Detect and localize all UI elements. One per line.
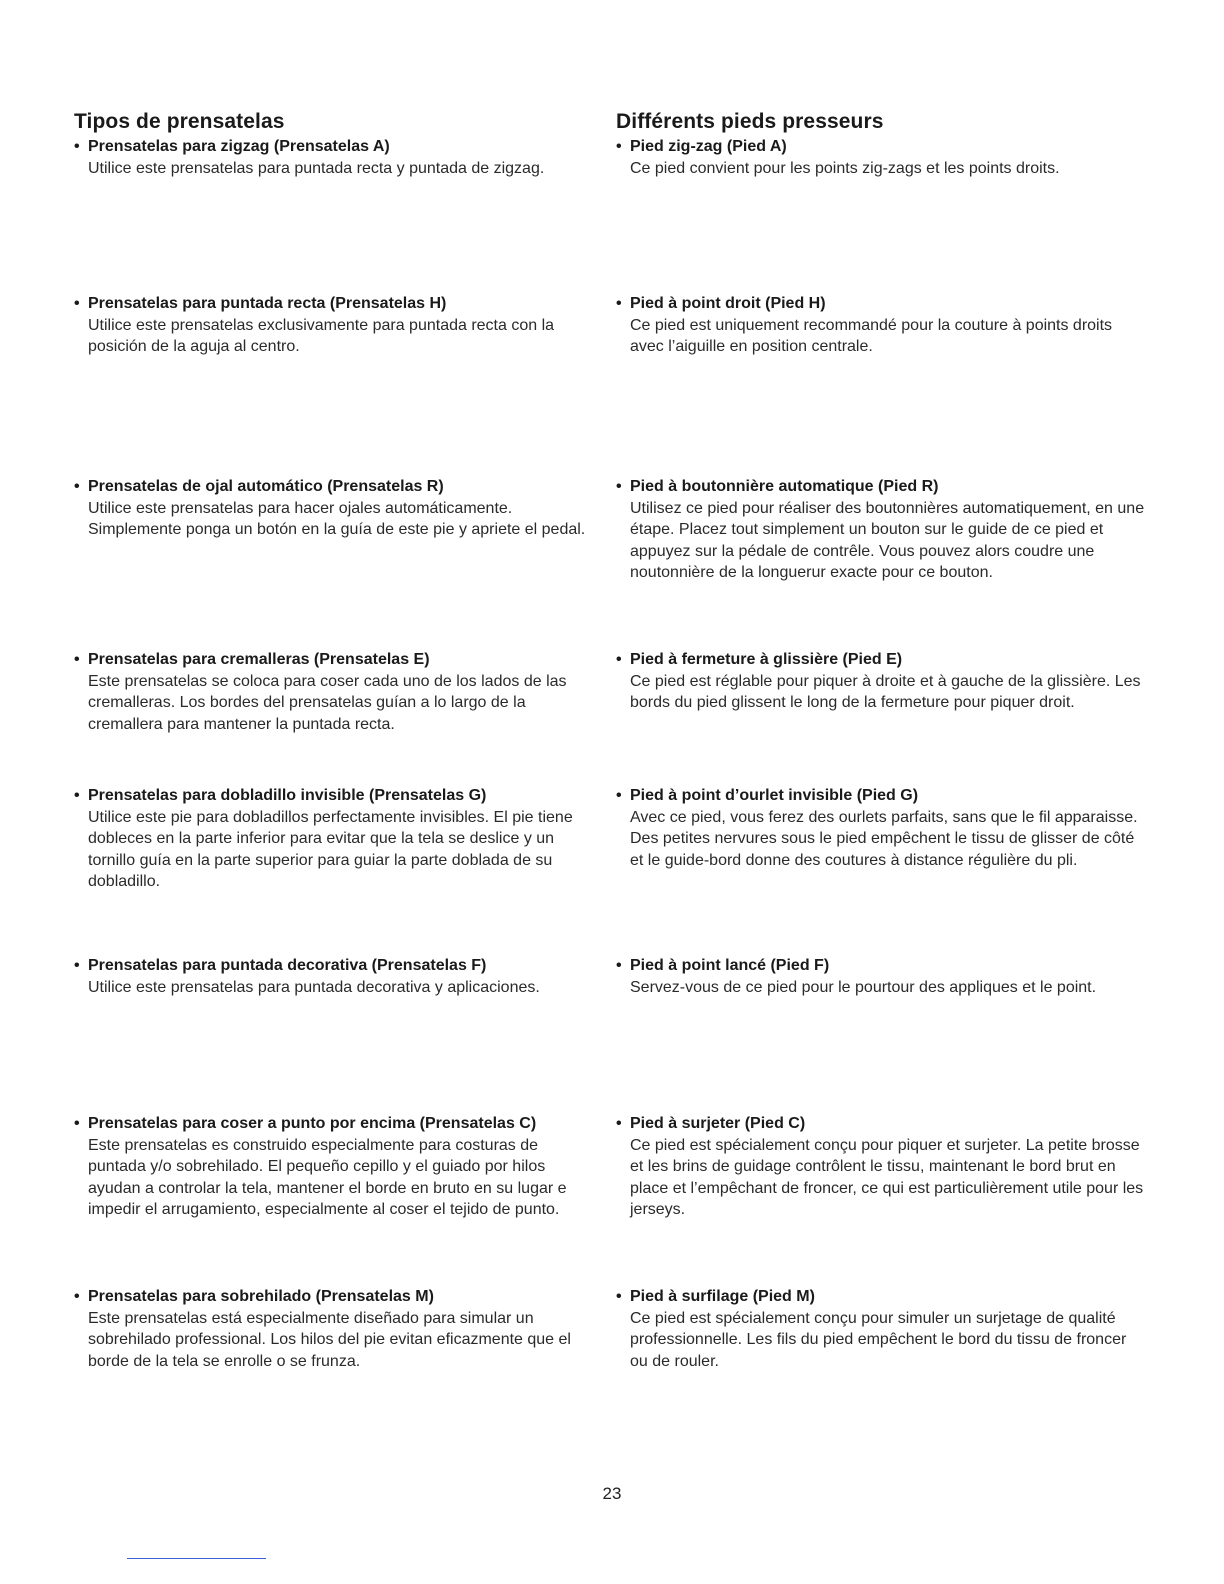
item-body: Ce pied convient pour les points zig-zags et les points droits. [630,159,1060,177]
french-item-blind-hem-foot [616,785,1146,871]
bullet: • [616,1288,622,1305]
bullet: • [74,787,80,804]
item-title: • Prensatelas para cremalleras (Prensatelas E) [74,649,594,671]
item-body: Ce pied est spécialement conçu pour simuler un surjetage de qualité professionnelle. Les fils du pied empêchent le bord du tissu de froncer ou de rouler. [630,1309,1127,1370]
french-item-overcasting-foot [616,1113,1146,1221]
spanish-heading: Tipos de prensatelas [74,110,285,133]
bullet: • [616,787,622,804]
french-item-satin-stitch-foot [616,955,1146,998]
item-body: Avec ce pied, vous ferez des ourlets parfaits, sans que le fil apparaisse. Des petites nervures sous le pied empêchent le tissu de glisser de côté et le guide-bord donne des coutures à distance régulière du pli. [630,808,1138,869]
item-body: Utilice este prensatelas para puntada recta y puntada de zigzag. [88,159,545,177]
bullet: • [74,138,80,155]
item-body: Utilice este prensatelas exclusivamente para puntada recta con la posición de la aguja al centro. [88,316,555,355]
item-body: Utilice este pie para dobladillos perfectamente invisibles. El pie tiene dobleces en la parte inferior para evitar que la tela se deslice y un tornillo guía en la parte superior para guiar la parte doblada de su dobladillo. [88,808,573,890]
french-heading: Différents pieds presseurs [616,110,884,133]
bullet: • [616,957,622,974]
spanish-item-satin-stitch-foot [74,955,594,998]
item-title: • Pied à point droit (Pied H) [616,293,1146,315]
item-title: • Pied à surjeter (Pied C) [616,1113,1146,1135]
item-title: • Pied à boutonnière automatique (Pied R) [616,476,1146,498]
item-body: Este prensatelas es construido especialmente para costuras de puntada y/o sobrehilado. El pequeño cepillo y el guiado por hilos ayudan a controlar la tela, mantener el borde en bruto en su lugar e impedir el arrugamiento, especialmente al coser el tejido de punto. [88,1136,567,1218]
bullet: • [616,138,622,155]
bullet: • [74,295,80,312]
item-title: • Prensatelas para puntada decorativa (Prensatelas F) [74,955,594,977]
item-title: • Pied zig-zag (Pied A) [616,136,1146,158]
item-title: • Pied à fermeture à glissière (Pied E) [616,649,1146,671]
bullet: • [74,651,80,668]
french-item-buttonhole-foot [616,476,1146,584]
item-title: • Pied à point lancé (Pied F) [616,955,1146,977]
item-body: Ce pied est spécialement conçu pour piquer et surjeter. La petite brosse et les brins de guidage contrôlent le tissu, maintenant le bord brut en place et l’empêchant de froncer, ce qui est particulièrement utile pour les jerseys. [630,1136,1144,1218]
item-body: Este prensatelas está especialmente diseñado para simular un sobrehilado professional. Los hilos del pie evitan eficazmente que el borde de la tela se enrolle o se frunza. [88,1309,571,1370]
spanish-item-straight-stitch-foot [74,293,594,358]
spanish-item-zigzag-foot [74,136,594,179]
bullet: • [616,295,622,312]
page-number: 23 [602,1484,622,1503]
spanish-item-buttonhole-foot [74,476,594,541]
spanish-item-zipper-foot [74,649,594,735]
bullet: • [74,1115,80,1132]
footer-rule [127,1558,266,1559]
french-item-zigzag-foot [616,136,1146,179]
item-title: • Prensatelas para puntada recta (Prensatelas H) [74,293,594,315]
item-title: • Prensatelas para sobrehilado (Prensatelas M) [74,1286,594,1308]
item-title: • Prensatelas de ojal automático (Prensatelas R) [74,476,594,498]
item-title: • Prensatelas para dobladillo invisible (Prensatelas G) [74,785,594,807]
spanish-item-blind-hem-foot [74,785,594,893]
item-body: Utilisez ce pied pour réaliser des boutonnières automatiquement, en une étape. Placez tout simplement un bouton sur le guide de ce pied et appuyez sur la pédale de contrêle. Vous pouvez alors coudre une noutonnière de la longuerur exacte pour ce bouton. [630,499,1145,581]
french-item-overedge-foot [616,1286,1146,1372]
item-title: • Pied à surfilage (Pied M) [616,1286,1146,1308]
bullet: • [616,478,622,495]
bullet: • [74,478,80,495]
item-body: Este prensatelas se coloca para coser cada uno de los lados de las cremalleras. Los bordes del prensatelas guían a lo largo de la cremallera para mantener la puntada recta. [88,672,567,733]
item-body: Ce pied est réglable pour piquer à droite et à gauche de la glissière. Les bords du pied glissent le long de la fermeture pour piquer droit. [630,672,1141,711]
bullet: • [616,651,622,668]
item-body: Ce pied est uniquement recommandé pour la couture à points droits avec l’aiguille en position centrale. [630,316,1113,355]
item-body: Utilice este prensatelas para hacer ojales automáticamente. Simplemente ponga un botón en la guía de este pie y apriete el pedal. [88,499,586,538]
item-body: Utilice este prensatelas para puntada decorativa y aplicaciones. [88,978,540,996]
item-title: • Prensatelas para coser a punto por encima (Prensatelas C) [74,1113,594,1135]
bullet: • [74,1288,80,1305]
item-title: • Prensatelas para zigzag (Prensatelas A) [74,136,594,158]
french-item-straight-stitch-foot [616,293,1146,358]
bullet: • [74,957,80,974]
spanish-item-overcasting-foot [74,1113,594,1221]
spanish-item-overedge-foot [74,1286,594,1372]
french-item-zipper-foot [616,649,1146,714]
item-body: Servez-vous de ce pied pour le pourtour des appliques et le point. [630,978,1097,996]
bullet: • [616,1115,622,1132]
item-title: • Pied à point d’ourlet invisible (Pied G) [616,785,1146,807]
